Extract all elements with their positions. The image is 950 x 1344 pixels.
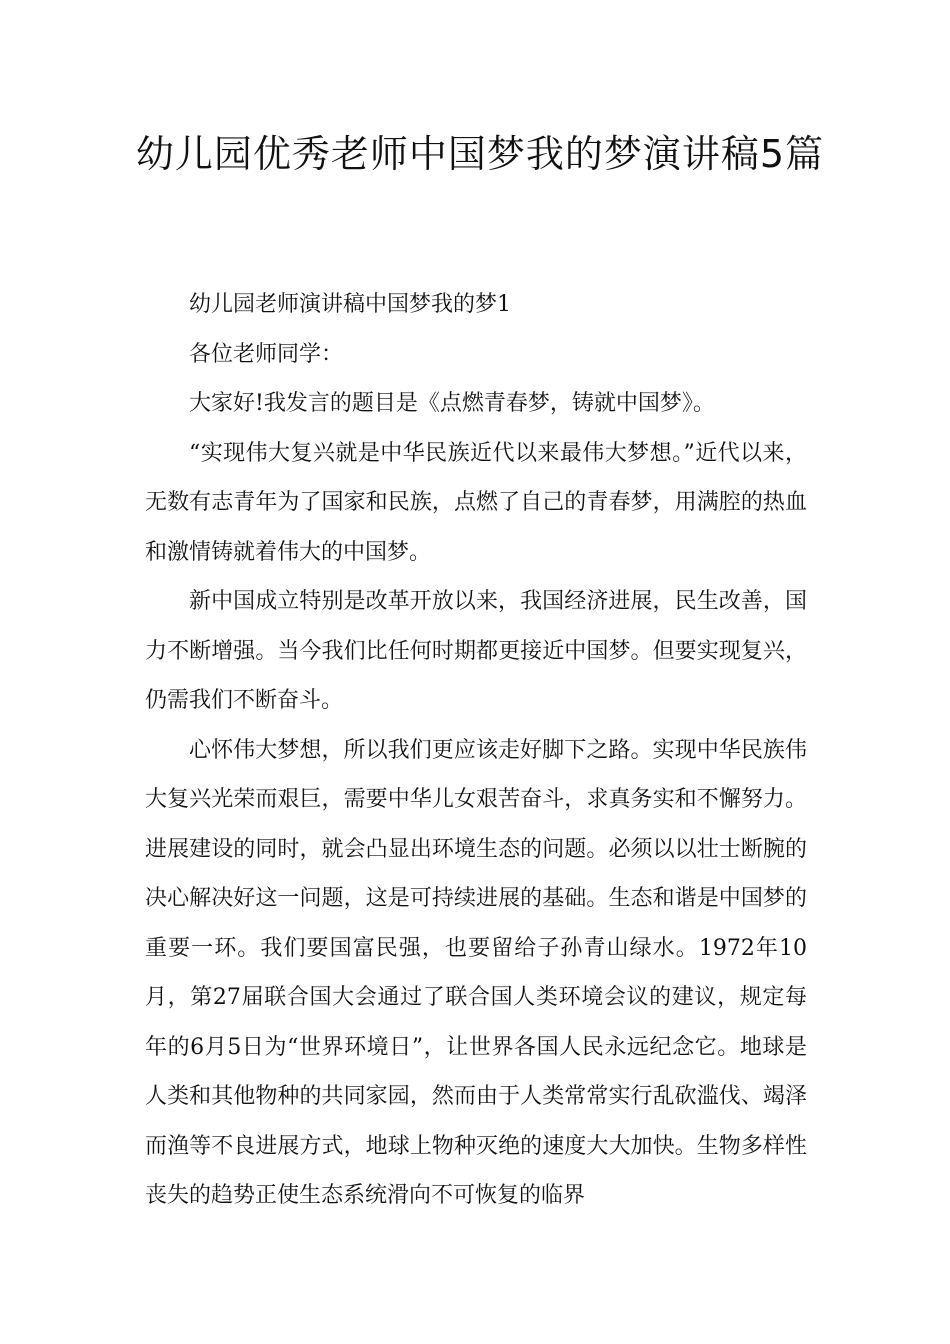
paragraph-quote: “实现伟大复兴就是中华民族近代以来最伟大梦想。”近代以来，无数有志青年为了国家和民族，点燃了自己的青春梦，用满腔的热血和激情铸就着伟大的中国梦。 [145, 440, 807, 565]
document-body [145, 280, 807, 1221]
document-title: 幼儿园优秀老师中国梦我的梦演讲稿5篇 [135, 132, 825, 176]
paragraph-ecology: 心怀伟大梦想，所以我们更应该走好脚下之路。实现中华民族伟大复兴光荣而艰巨，需要中华儿女艰苦奋斗，求真务实和不懈努力。进展建设的同时，就会凸显出环境生态的问题。必须以以壮士断腕的决心解决好这一问题，这是可持续进展的基础。生态和谐是中国梦的重要一环。我们要国富民强，也要留给子孙青山绿水。1972年10月，第27届联合国大会通过了联合国人类环境会议的建议，规定每年的6月5日为“世界环境日”，让世界各国人民永远纪念它。地球是人类和其他物种的共同家园，然而由于人类常常实行乱砍滥伐、竭泽而渔等不良进展方式，地球上物种灭绝的速度大大加快。生物多样性丧失的趋势正使生态系统滑向不可恢复的临界 [145, 737, 807, 1208]
paragraph-subtitle: 幼儿园老师演讲稿中国梦我的梦1 [189, 292, 511, 317]
paragraph-greeting: 各位老师同学： [189, 341, 344, 367]
paragraph-intro: 大家好!我发言的题目是《点燃青春梦，铸就中国梦》。 [189, 391, 715, 416]
paragraph-development: 新中国成立特别是改革开放以来，我国经济进展，民生改善，国力不断增强。当今我们比任何时期都更接近中国梦。但要实现复兴，仍需我们不断奋斗。 [145, 589, 807, 713]
